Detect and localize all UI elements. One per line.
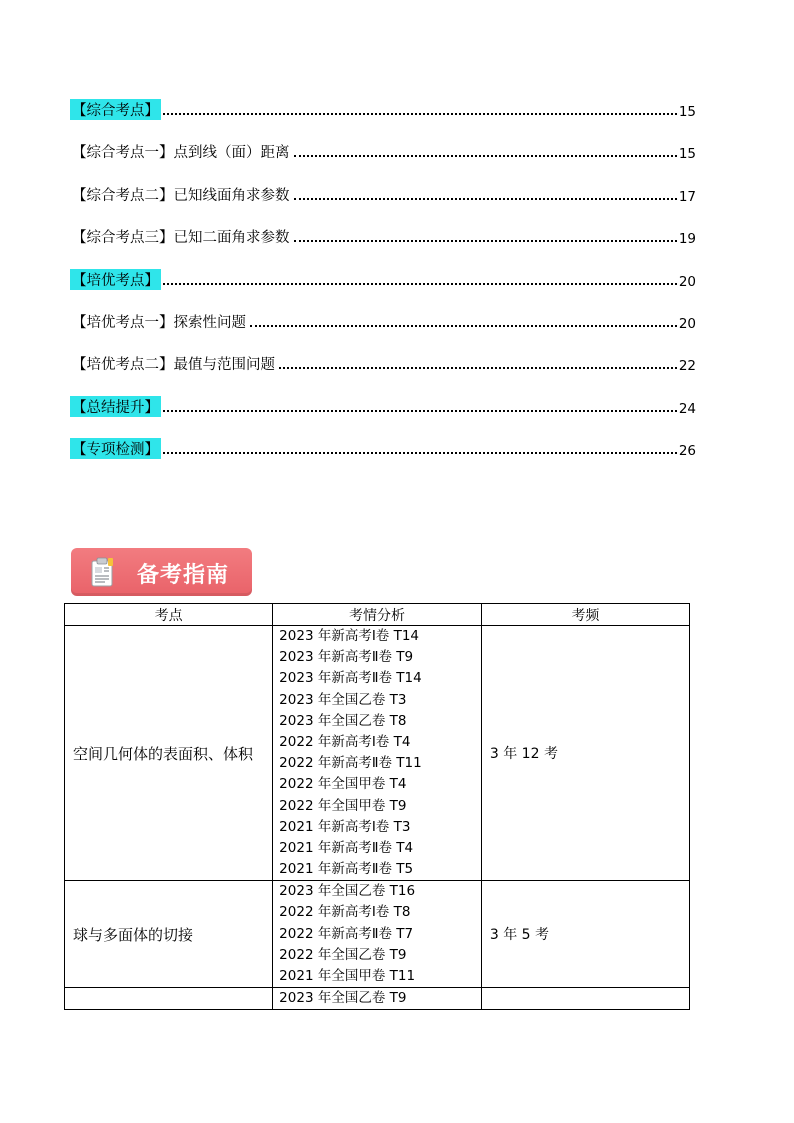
toc-entry-page: 20 bbox=[678, 274, 696, 290]
toc-entry-label: 【综合考点一】点到线（面）距离 bbox=[72, 145, 290, 161]
toc-entry[interactable] bbox=[70, 132, 696, 162]
analysis-item: 2022 年新高考Ⅱ卷 T7 bbox=[279, 925, 414, 942]
toc-entry-page: 15 bbox=[678, 104, 696, 120]
toc-entry-page: 26 bbox=[678, 443, 696, 459]
header-frequency: 考频 bbox=[481, 604, 689, 626]
toc-leader-dots bbox=[279, 367, 677, 369]
analysis-cell bbox=[273, 626, 482, 881]
analysis-item: 2021 年新高考Ⅱ卷 T4 bbox=[279, 839, 414, 856]
exam-guide-banner bbox=[71, 548, 252, 596]
frequency-cell: 3 年 5 考 bbox=[481, 881, 689, 988]
toc-entry-page: 15 bbox=[678, 146, 696, 162]
analysis-item: 2023 年全国乙卷 T9 bbox=[279, 990, 407, 1007]
topic-cell: 空间几何体的表面积、体积 bbox=[65, 626, 273, 881]
toc-entry-label: 【培优考点一】探索性问题 bbox=[72, 315, 246, 331]
toc-entry-label: 【综合考点二】已知线面角求参数 bbox=[72, 188, 290, 204]
exam-guide-table bbox=[64, 603, 690, 1010]
analysis-item: 2021 年新高考Ⅱ卷 T5 bbox=[279, 861, 414, 878]
toc-leader-dots bbox=[163, 410, 677, 412]
header-topic: 考点 bbox=[65, 604, 273, 626]
toc-entry[interactable] bbox=[70, 429, 696, 459]
toc-entry-label: 【培优考点二】最值与范围问题 bbox=[72, 357, 275, 373]
clipboard-doc-icon bbox=[91, 557, 115, 587]
toc-leader-dots bbox=[163, 283, 677, 285]
banner-title: 备考指南 bbox=[137, 563, 230, 588]
frequency-cell: 3 年 12 考 bbox=[481, 626, 689, 881]
analysis-cell bbox=[273, 881, 482, 988]
toc-entry-label: 【总结提升】 bbox=[70, 396, 161, 417]
analysis-item: 2022 年全国甲卷 T9 bbox=[279, 797, 407, 814]
toc-entry-page: 24 bbox=[678, 401, 696, 417]
toc-entry[interactable] bbox=[70, 175, 696, 205]
analysis-item: 2023 年新高考Ⅰ卷 T14 bbox=[279, 628, 420, 644]
analysis-item: 2023 年新高考Ⅱ卷 T9 bbox=[279, 649, 414, 666]
toc-entry[interactable] bbox=[70, 90, 696, 120]
table-row bbox=[65, 881, 690, 988]
toc-leader-dots bbox=[294, 240, 677, 242]
toc-leader-dots bbox=[294, 155, 677, 157]
toc-entry-label: 【综合考点】 bbox=[70, 99, 161, 120]
table-header-row bbox=[65, 604, 690, 626]
analysis-item: 2022 年全国甲卷 T4 bbox=[279, 776, 407, 793]
toc-entry[interactable] bbox=[70, 387, 696, 417]
analysis-cell bbox=[273, 988, 482, 1010]
analysis-item: 2023 年全国乙卷 T3 bbox=[279, 691, 407, 708]
toc-leader-dots bbox=[163, 113, 677, 115]
toc-entry-page: 20 bbox=[678, 316, 696, 332]
toc-entry-page: 19 bbox=[678, 231, 696, 247]
header-analysis: 考情分析 bbox=[273, 604, 482, 626]
analysis-item: 2022 年新高考Ⅰ卷 T8 bbox=[279, 904, 411, 921]
toc-entry-label: 【专项检测】 bbox=[70, 438, 161, 459]
analysis-item: 2021 年新高考Ⅰ卷 T3 bbox=[279, 818, 411, 835]
analysis-item: 2023 年全国乙卷 T8 bbox=[279, 712, 407, 729]
analysis-item: 2023 年新高考Ⅱ卷 T14 bbox=[279, 670, 422, 687]
analysis-item: 2023 年全国乙卷 T16 bbox=[279, 883, 416, 900]
table-row bbox=[65, 626, 690, 881]
analysis-item: 2022 年新高考Ⅰ卷 T4 bbox=[279, 733, 411, 750]
toc-entry[interactable] bbox=[70, 344, 696, 374]
analysis-item: 2021 年全国甲卷 T11 bbox=[279, 968, 416, 984]
toc-entry-page: 22 bbox=[678, 358, 696, 374]
toc-entry[interactable] bbox=[70, 302, 696, 332]
analysis-item: 2022 年全国乙卷 T9 bbox=[279, 946, 407, 963]
toc-leader-dots bbox=[294, 198, 677, 200]
topic-cell bbox=[65, 988, 273, 1010]
toc-entry-page: 17 bbox=[678, 189, 696, 205]
frequency-cell bbox=[481, 988, 689, 1010]
toc-entry-label: 【综合考点三】已知二面角求参数 bbox=[72, 230, 290, 246]
table-row bbox=[65, 988, 690, 1010]
toc-leader-dots bbox=[163, 452, 677, 454]
toc-entry[interactable] bbox=[70, 260, 696, 290]
toc-entry[interactable] bbox=[70, 217, 696, 247]
toc-entry-label: 【培优考点】 bbox=[70, 269, 161, 290]
analysis-item: 2022 年新高考Ⅱ卷 T11 bbox=[279, 755, 422, 772]
toc-leader-dots bbox=[250, 325, 677, 327]
topic-cell: 球与多面体的切接 bbox=[65, 881, 273, 988]
